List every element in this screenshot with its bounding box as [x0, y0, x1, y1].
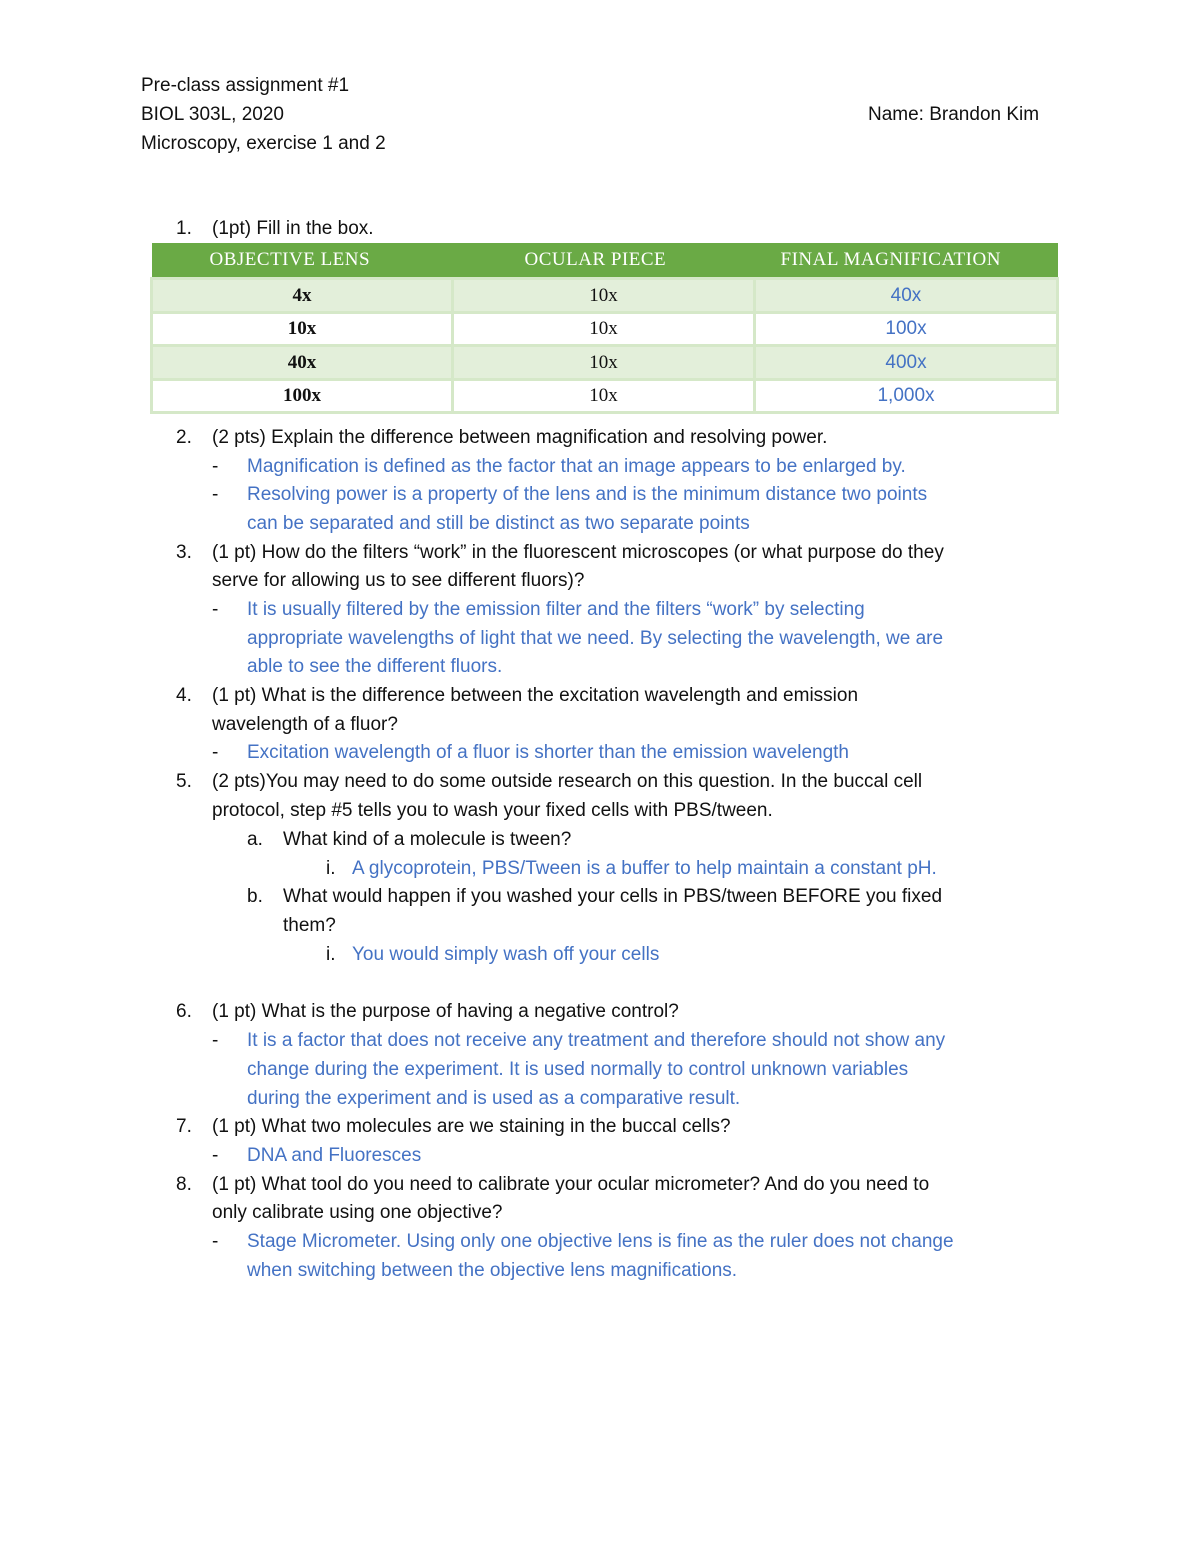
bullet-dash: - — [212, 742, 219, 763]
q5b-text-line: them? — [283, 915, 336, 936]
q8-number: 8. — [176, 1174, 192, 1195]
q5a-text: What kind of a molecule is tween? — [283, 829, 572, 850]
course-code: BIOL 303L, 2020 — [141, 104, 284, 125]
bullet-dash: - — [212, 1030, 219, 1051]
q4-number: 4. — [176, 685, 192, 706]
bullet-dash: - — [212, 599, 219, 620]
q4-text-line: (1 pt) What is the difference between the excitation wavelength and emission — [212, 685, 859, 706]
objective-cell: 10x — [152, 313, 453, 346]
ocular-cell: 10x — [453, 346, 755, 380]
q5b-text-line: What would happen if you washed your cells in PBS/tween BEFORE you fixed — [283, 886, 943, 907]
table-row — [152, 313, 1058, 346]
q2-answer-line: Resolving power is a property of the lens and is the minimum distance two points — [247, 484, 928, 505]
q8-text-line: (1 pt) What tool do you need to calibrate your ocular micrometer? And do you need to — [212, 1174, 930, 1195]
final-magnification-cell: 40x — [755, 279, 1058, 313]
q1-text: (1pt) Fill in the box. — [212, 218, 374, 239]
q8-answer-line: when switching between the objective lens magnifications. — [247, 1260, 738, 1281]
topic-line: Microscopy, exercise 1 and 2 — [141, 133, 386, 154]
objective-cell: 100x — [152, 380, 453, 413]
q8-text-line: only calibrate using one objective? — [212, 1202, 503, 1223]
final-magnification-cell: 1,000x — [755, 380, 1058, 413]
table-row — [152, 380, 1058, 413]
bullet-dash: - — [212, 456, 219, 477]
q2-answer-line: can be separated and still be distinct as two separate points — [247, 513, 750, 534]
header-ocular-piece: OCULAR PIECE — [453, 243, 755, 279]
q3-answer-line: It is usually filtered by the emission filter and the filters “work” by selecting — [247, 599, 865, 620]
q2-text: (2 pts) Explain the difference between magnification and resolving power. — [212, 427, 828, 448]
table-row — [152, 279, 1058, 313]
q8-answer-line: Stage Micrometer. Using only one objective lens is fine as the ruler does not change — [247, 1231, 954, 1252]
bullet-dash: - — [212, 484, 219, 505]
q5b-answer-label: i. — [326, 944, 336, 965]
table-row — [152, 346, 1058, 380]
q5-text-line: protocol, step #5 tells you to wash your fixed cells with PBS/tween. — [212, 800, 773, 821]
q5b-label: b. — [247, 886, 263, 907]
objective-cell: 40x — [152, 346, 453, 380]
q6-text: (1 pt) What is the purpose of having a negative control? — [212, 1001, 679, 1022]
q5a-label: a. — [247, 829, 263, 850]
q5a-answer: A glycoprotein, PBS/Tween is a buffer to help maintain a constant pH. — [352, 858, 937, 879]
q3-text-line: (1 pt) How do the filters “work” in the fluorescent microscopes (or what purpose do they — [212, 542, 944, 563]
q5b-answer: You would simply wash off your cells — [352, 944, 660, 965]
q5-number: 5. — [176, 771, 192, 792]
final-magnification-cell: 400x — [755, 346, 1058, 380]
q2-number: 2. — [176, 427, 192, 448]
q2-answer-line: Magnification is defined as the factor that an image appears to be enlarged by. — [247, 456, 906, 477]
bullet-dash: - — [212, 1145, 219, 1166]
ocular-cell: 10x — [453, 279, 755, 313]
table-header-row — [152, 243, 1058, 279]
header-objective-lens: OBJECTIVE LENS — [152, 243, 453, 279]
q1-number: 1. — [176, 218, 192, 239]
q6-answer-line: It is a factor that does not receive any treatment and therefore should not show any — [247, 1030, 946, 1051]
q7-number: 7. — [176, 1116, 192, 1137]
q6-answer-line: during the experiment and is used as a comparative result. — [247, 1088, 741, 1109]
q3-number: 3. — [176, 542, 192, 563]
q6-answer-line: change during the experiment. It is used normally to control unknown variables — [247, 1059, 909, 1080]
q4-answer-line: Excitation wavelength of a fluor is shorter than the emission wavelength — [247, 742, 849, 763]
student-name: Name: Brandon Kim — [868, 104, 1040, 125]
q5-text-line: (2 pts)You may need to do some outside research on this question. In the buccal cell — [212, 771, 923, 792]
ocular-cell: 10x — [453, 313, 755, 346]
q7-answer-line: DNA and Fluoresces — [247, 1145, 422, 1166]
q3-answer-line: appropriate wavelengths of light that we need. By selecting the wavelength, we are — [247, 628, 944, 649]
assignment-title: Pre-class assignment #1 — [141, 75, 350, 96]
q7-text: (1 pt) What two molecules are we staining in the buccal cells? — [212, 1116, 731, 1137]
q3-answer-line: able to see the different fluors. — [247, 656, 503, 677]
q6-number: 6. — [176, 1001, 192, 1022]
ocular-cell: 10x — [453, 380, 755, 413]
q4-text-line: wavelength of a fluor? — [212, 714, 398, 735]
objective-cell: 4x — [152, 279, 453, 313]
q3-text-line: serve for allowing us to see different fluors)? — [212, 570, 585, 591]
header-final-magnification: FINAL MAGNIFICATION — [755, 243, 1058, 279]
q5a-answer-label: i. — [326, 858, 336, 879]
magnification-table — [150, 243, 1059, 414]
bullet-dash: - — [212, 1231, 219, 1252]
final-magnification-cell: 100x — [755, 313, 1058, 346]
